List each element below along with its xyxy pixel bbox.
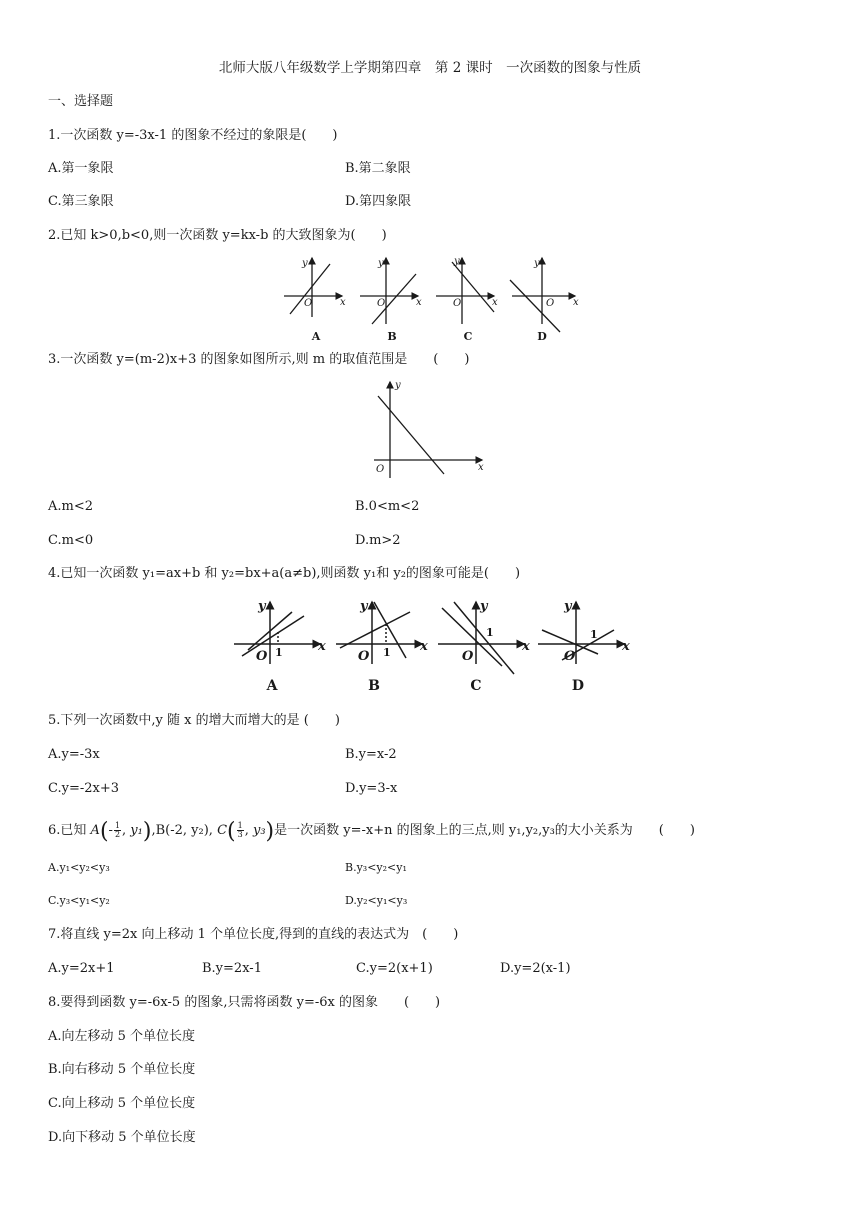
q6-option-c[interactable]: C.y₃<y₁<y₂ (48, 894, 110, 907)
section-heading: 一、选择题 (48, 94, 114, 109)
q6-point-a-fraction: $\frac{1}{2}$ (114, 821, 121, 839)
question-5-stem: 5.下列一次函数中,y 随 x 的增大而增大的是 ( ) (48, 713, 340, 728)
q8-option-a[interactable]: A.向左移动 5 个单位长度 (48, 1029, 196, 1044)
q2-a-x-label: x (340, 297, 346, 308)
q5-option-b[interactable]: B.y=x-2 (345, 747, 397, 762)
q2-a-y-label: y (302, 258, 308, 269)
q4-a-origin: O (256, 649, 268, 664)
q2-label-b: B (387, 330, 397, 343)
question-4-stem: 4.已知一次函数 y₁=ax+b 和 y₂=bx+a(a≠b),则函数 y₁和 y₂的图象可能是( ) (48, 566, 521, 581)
q2-d-x-label: x (573, 297, 579, 308)
q6-point-c-y: y₃ (252, 823, 266, 838)
q2-c-y-label: y (454, 256, 460, 267)
q4-graph-d[interactable] (538, 602, 624, 664)
q8-option-d[interactable]: D.向下移动 5 个单位长度 (48, 1130, 196, 1145)
q6-point-b: B(-2, y₂), (155, 823, 213, 838)
q2-a-origin: O (304, 298, 313, 309)
question-2-stem: 2.已知 k>0,b<0,则一次函数 y=kx-b 的大致图象为( ) (48, 228, 387, 243)
q8-option-b[interactable]: B.向右移动 5 个单位长度 (48, 1062, 196, 1077)
q3-y-label: y (395, 380, 401, 391)
q3-option-d[interactable]: D.m>2 (355, 533, 401, 548)
q7-option-a[interactable]: A.y=2x+1 (48, 961, 115, 976)
q3-graph (370, 378, 490, 478)
q6-option-b[interactable]: B.y₃<y₂<y₁ (345, 861, 407, 874)
question-1-stem: 1.一次函数 y=-3x-1 的图象不经过的象限是( ) (48, 128, 338, 143)
q4-c-origin: O (462, 649, 474, 664)
q4-b-x-label: x (420, 639, 428, 654)
q3-x-label: x (478, 462, 484, 473)
q1-option-d[interactable]: D.第四象限 (345, 194, 412, 209)
q1-option-c[interactable]: C.第三象限 (48, 194, 114, 209)
q7-option-d[interactable]: D.y=2(x-1) (500, 961, 571, 976)
page-title: 北师大版八年级数学上学期第四章 第 2 课时 一次函数的图象与性质 (218, 60, 642, 76)
q2-label-c: C (463, 330, 473, 343)
q4-a-x-label: x (318, 639, 326, 654)
q6-point-a-y: y₁ (130, 823, 143, 838)
q4-graph-b[interactable] (336, 602, 422, 664)
q4-graphs (232, 596, 632, 696)
q2-c-x-label: x (492, 297, 498, 308)
question-6-stem: 6.已知 A(- $\frac{1}{2}$ , y₁),B(-2, y₂), C( $\frac{1}{3}$ , y₃)是一次函数 y=-x+n 的图象上的三点,则 y₁,y₂,y₃的大小关系为 ( ) (48, 819, 695, 844)
q2-b-x-label: x (416, 297, 422, 308)
q5-option-d[interactable]: D.y=3-x (345, 781, 398, 796)
q4-label-d: D (571, 678, 585, 694)
q2-graph-c[interactable] (436, 258, 494, 324)
q4-d-y-label: y (564, 599, 572, 614)
q4-d-origin: O (564, 649, 576, 664)
q4-b-origin: O (358, 649, 370, 664)
q6-point-c-fraction: $\frac{1}{3}$ (237, 821, 243, 839)
q6-option-a[interactable]: A.y₁<y₂<y₃ (48, 861, 110, 874)
q7-option-b[interactable]: B.y=2x-1 (202, 961, 262, 976)
q2-b-origin: O (377, 298, 386, 309)
q2-d-y-label: y (534, 258, 540, 269)
q1-option-b[interactable]: B.第二象限 (345, 161, 411, 176)
q6-point-a-label: A (90, 823, 100, 838)
q2-graphs (280, 252, 580, 347)
q6-option-d[interactable]: D.y₂<y₁<y₃ (345, 894, 408, 907)
q4-c-y-label: y (480, 599, 488, 614)
q4-b-tick: 1 (383, 646, 391, 659)
q3-option-a[interactable]: A.m<2 (48, 499, 94, 514)
q4-label-b: B (368, 678, 380, 694)
q7-option-c[interactable]: C.y=2(x+1) (356, 961, 433, 976)
q2-c-origin: O (453, 298, 462, 309)
q4-b-y-label: y (360, 599, 368, 614)
q4-a-tick: 1 (275, 646, 283, 659)
q2-graph-a[interactable] (284, 258, 342, 317)
q6-point-c-label: C (217, 823, 228, 838)
q4-a-y-label: y (258, 599, 266, 614)
q3-option-b[interactable]: B.0<m<2 (355, 499, 420, 514)
q3-origin: O (376, 464, 385, 475)
q8-option-c[interactable]: C.向上移动 5 个单位长度 (48, 1096, 196, 1111)
question-7-stem: 7.将直线 y=2x 向上移动 1 个单位长度,得到的直线的表达式为 ( ) (48, 927, 459, 942)
q6-stem-prefix: 6.已知 (48, 823, 87, 838)
q5-option-c[interactable]: C.y=-2x+3 (48, 781, 120, 796)
q2-label-d: D (537, 330, 547, 343)
q4-label-a: A (266, 678, 278, 694)
q3-option-c[interactable]: C.m<0 (48, 533, 94, 548)
question-8-stem: 8.要得到函数 y=-6x-5 的图象,只需将函数 y=-6x 的图象 ( ) (48, 995, 441, 1010)
q2-b-y-label: y (378, 258, 384, 269)
q2-graph-b[interactable] (360, 258, 418, 324)
q2-graph-d[interactable] (510, 258, 575, 332)
q2-d-origin: O (546, 298, 555, 309)
q5-option-a[interactable]: A.y=-3x (48, 747, 100, 762)
q4-c-x-label: x (522, 639, 530, 654)
q1-option-a[interactable]: A.第一象限 (48, 161, 114, 176)
q4-c-tick: 1 (486, 626, 494, 639)
q4-label-c: C (470, 678, 482, 694)
q2-label-a: A (311, 330, 321, 343)
q4-d-x-label: x (622, 639, 630, 654)
q4-d-tick: 1 (590, 628, 598, 641)
q6-stem-suffix: 是一次函数 y=-x+n 的图象上的三点,则 y₁,y₂,y₃的大小关系为 ( ) (274, 823, 695, 838)
question-3-stem: 3.一次函数 y=(m-2)x+3 的图象如图所示,则 m 的取值范围是 ( ) (48, 352, 470, 367)
